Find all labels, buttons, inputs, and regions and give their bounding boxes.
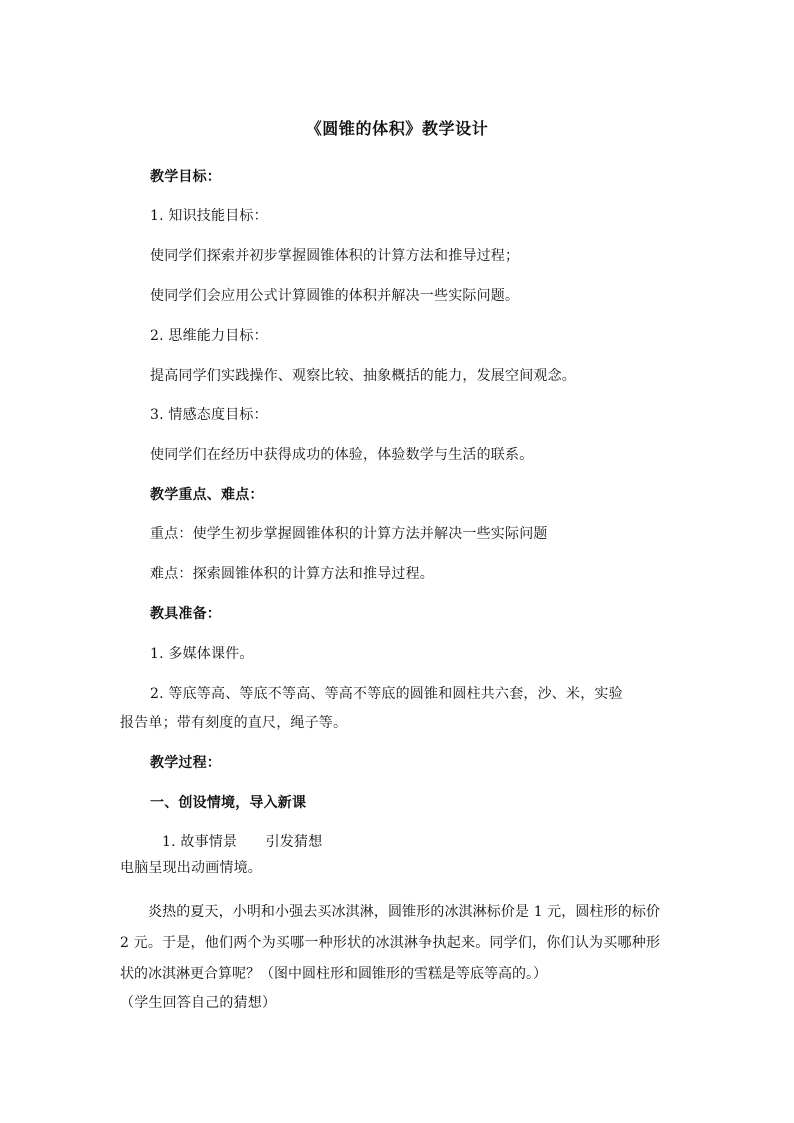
story-heading: 1. 故事情景 引发猜想 — [162, 834, 323, 850]
difficult-point: 难点：探索圆锥体积的计算方法和推导过程。 — [150, 566, 434, 582]
thinking-item-1: 提高同学们实践操作、观察比较、抽象概括的能力，发展空间观念。 — [150, 368, 576, 384]
emotion-heading: 3. 情感态度目标： — [150, 407, 268, 423]
thinking-heading: 2. 思维能力目标： — [150, 328, 268, 344]
knowledge-item-1: 使同学们探索并初步掌握圆锥体积的计算方法和推导过程； — [150, 248, 520, 264]
story-paragraph: 炎热的夏天，小明和小强去买冰淇淋，圆锥形的冰淇淋标价是 1 元，圆柱形的标价 2 元。于是，他们两个为买哪一种形状的冰淇淋争执起来。同学们，你们认为买哪种形状的冰淇淋更合算呢？（图中圆柱形和圆锥形的雪糕是等底等高的。） — [120, 904, 660, 982]
tools-item-1: 1. 多媒体课件。 — [150, 646, 254, 662]
tools-item-2-line-2: 报告单；带有刻度的直尺，绳子等。 — [120, 715, 348, 731]
key-point: 重点：使学生初步掌握圆锥体积的计算方法并解决一些实际问题 — [150, 526, 548, 542]
tools-heading: 教具准备： — [150, 606, 221, 622]
process-heading: 教学过程： — [150, 755, 221, 771]
section-1-heading: 一、创设情境，导入新课 — [150, 795, 307, 811]
student-answer: （学生回答自己的猜想） — [120, 995, 277, 1011]
emotion-item-1: 使同学们在经历中获得成功的体验，体验数学与生活的联系。 — [150, 447, 534, 463]
story-intro: 电脑呈现出动画情境。 — [120, 860, 262, 876]
key-difficult-heading: 教学重点、难点： — [150, 487, 264, 503]
objectives-heading: 教学目标： — [150, 169, 221, 185]
tools-item-2-line-1: 2. 等底等高、等底不等高、等高不等底的圆锥和圆柱共六套，沙、米，实验 — [150, 686, 623, 702]
knowledge-item-2: 使同学们会应用公式计算圆锥的体积并解决一些实际问题。 — [150, 288, 520, 304]
knowledge-heading: 1. 知识技能目标： — [150, 208, 268, 224]
document-title: 《圆锥的体积》教学设计 — [305, 119, 489, 138]
